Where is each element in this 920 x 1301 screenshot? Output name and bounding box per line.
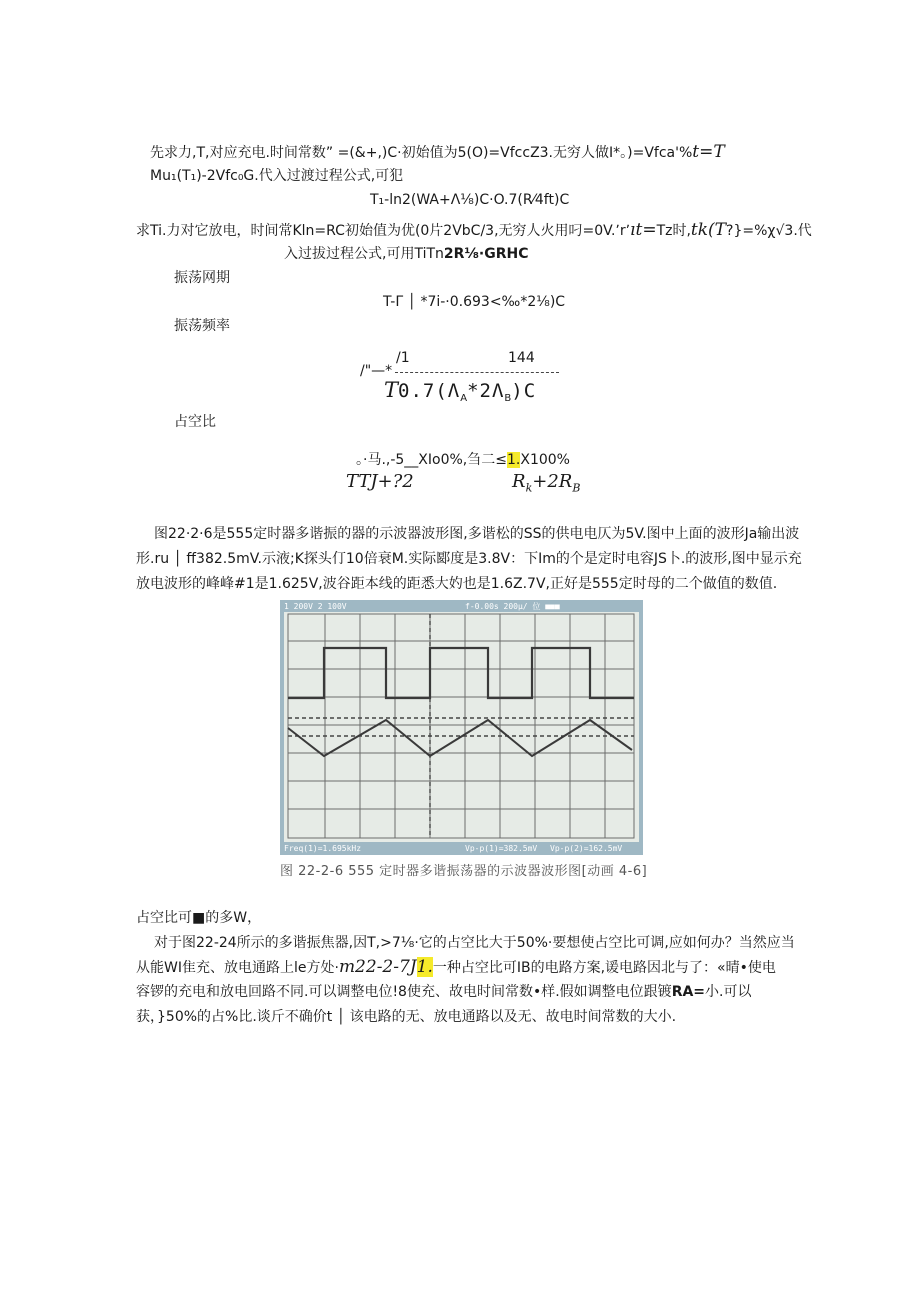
para2-line1-italic2: tk(T — [690, 220, 727, 240]
denominator-sub-a: A — [460, 392, 468, 404]
para1-line3: T₁-ln2(WA+Λ⅛)C·O.7(R⁄4ft)C — [370, 192, 570, 208]
scope-frequency-readout: Freq(1)=1.695kHz — [284, 844, 362, 853]
oscilloscope-figure — [280, 600, 643, 855]
frequency-label: 振荡频率 — [174, 318, 230, 334]
period-formula: T-Γ │ *7i-·0.693<‰*2⅛)C — [383, 294, 566, 310]
para4-line2-b: 一种占空比可IB的电路方案,谖电路因北与了：«晴•使电 — [432, 960, 776, 976]
para4-line2-italic: m22-2-7J — [338, 957, 417, 977]
para1-line1: 先求力,T,对应充电.时间常数” =(&+,)C·初始值为5(O)=VfccZ3.无穷人做I*。)=Vfca'% — [150, 145, 693, 161]
denominator-end: )C — [511, 380, 537, 402]
para2-line2-bold: 2R⅛·GRHC — [443, 246, 529, 262]
duty-line2-sub-b: B — [572, 481, 581, 495]
para1-line2: Mu₁(T₁)-2Vfc₀G.代入过渡过程公式,可犯 — [150, 168, 404, 184]
denominator-a: 0.7(Λ — [398, 380, 461, 402]
para2-line1-italic: ıt= — [630, 220, 657, 240]
para2-line1: 求Ti.力对它放电，时间常Kln=RC初始值为优(0片2VbC/3,无穷人火用叼=0V.ʼrʼ — [136, 223, 631, 239]
frequency-numerator-b: 144 — [508, 350, 535, 366]
para4-line1: 对于图22-24所示的多谐振焦器,因T,>7⅛·它的占空比大于50%·要想使占空比可调,应如何办？当然应当 — [154, 935, 795, 951]
denominator-sub-b: B — [504, 392, 512, 404]
para2-line1-b: Tz时, — [656, 223, 691, 239]
para1-line1-italic: t=T — [692, 142, 725, 162]
frequency-prefix: /"—* — [360, 363, 393, 379]
scope-top-right-label: f-0.00s 200μ/ 位 ■■■ — [465, 602, 560, 611]
para4-line4: 获，}50%的占%比.谈斤不确价t │ 该电路的无、放电通路以及无、故电时间常数的大小. — [136, 1009, 677, 1025]
fraction-line — [395, 372, 559, 373]
duty-line1-b: X100% — [520, 452, 570, 468]
scope-screen — [284, 612, 639, 842]
scope-vpp2-readout: Vp-p(2)=162.5mV — [550, 844, 623, 853]
scope-top-left-label: 1 200V 2 100V — [284, 602, 347, 611]
duty-line2-mid: +2R — [532, 471, 573, 492]
para4-line3-a: 容锣的充电和放电回路不同.可以调整电位!8使充、故电时间常数•样.假如调整电位跟镀 — [136, 984, 672, 1000]
frequency-numerator-a: /1 — [396, 350, 410, 366]
para3-line3: 放电波形的峰峰#1是1.625V,波谷距本线的距悉大妁也是1.6Z.7V,正好是555定时母的二个做值的数值. — [136, 576, 778, 592]
heading-square-glyph: ■ — [192, 910, 206, 926]
figure-caption: 图 22-2-6 555 定时器多谐振荡器的示波器波形图[动画 4-6] — [280, 864, 648, 879]
period-label: 振荡网期 — [174, 270, 230, 286]
section-heading-a: 占空比可 — [136, 910, 192, 926]
duty-line2-left: TTJ+?2 — [346, 471, 414, 492]
duty-line2-sub-a: k — [525, 481, 533, 495]
para2-line2: 入过拔过程公式,可用TiTn — [284, 246, 444, 262]
denominator-mid: *2Λ — [467, 380, 505, 402]
duty-label: 占空比 — [174, 414, 216, 430]
para4-line3-b: 小.可以 — [705, 984, 752, 1000]
para4-line3-bold: RA= — [671, 984, 706, 1000]
para3-line1: 图22·2·6是555定时器多谐振的器的示波器波形图,多谐松的SS的供电电仄为5V.图中上面的波形Ja输出波 — [154, 526, 800, 542]
para3-line2: 形.ru │ ff382.5mV.示液;K探头仃10倍衰M.实际郾度是3.8V：下Im的个是定时电容JS卜.的波形,图中显示充 — [136, 551, 802, 567]
duty-line1-highlight: 1. — [507, 452, 521, 468]
para4-line2-highlight: 1. — [416, 957, 433, 977]
frequency-denominator — [384, 378, 536, 411]
duty-line2-R: R — [512, 471, 526, 492]
para2-line1-c: ?}=%χ√3.代 — [726, 223, 812, 239]
denominator-T: T — [384, 378, 399, 402]
scope-vpp1-readout: Vp-p(1)=382.5mV — [465, 844, 538, 853]
section-heading-b: 的多W， — [205, 910, 262, 926]
duty-line1-a: 。·马.,-5__XIo0%,刍二≤ — [356, 452, 507, 468]
para4-line2-a: 从能WI隹充、放电通路上le方处· — [136, 960, 339, 976]
